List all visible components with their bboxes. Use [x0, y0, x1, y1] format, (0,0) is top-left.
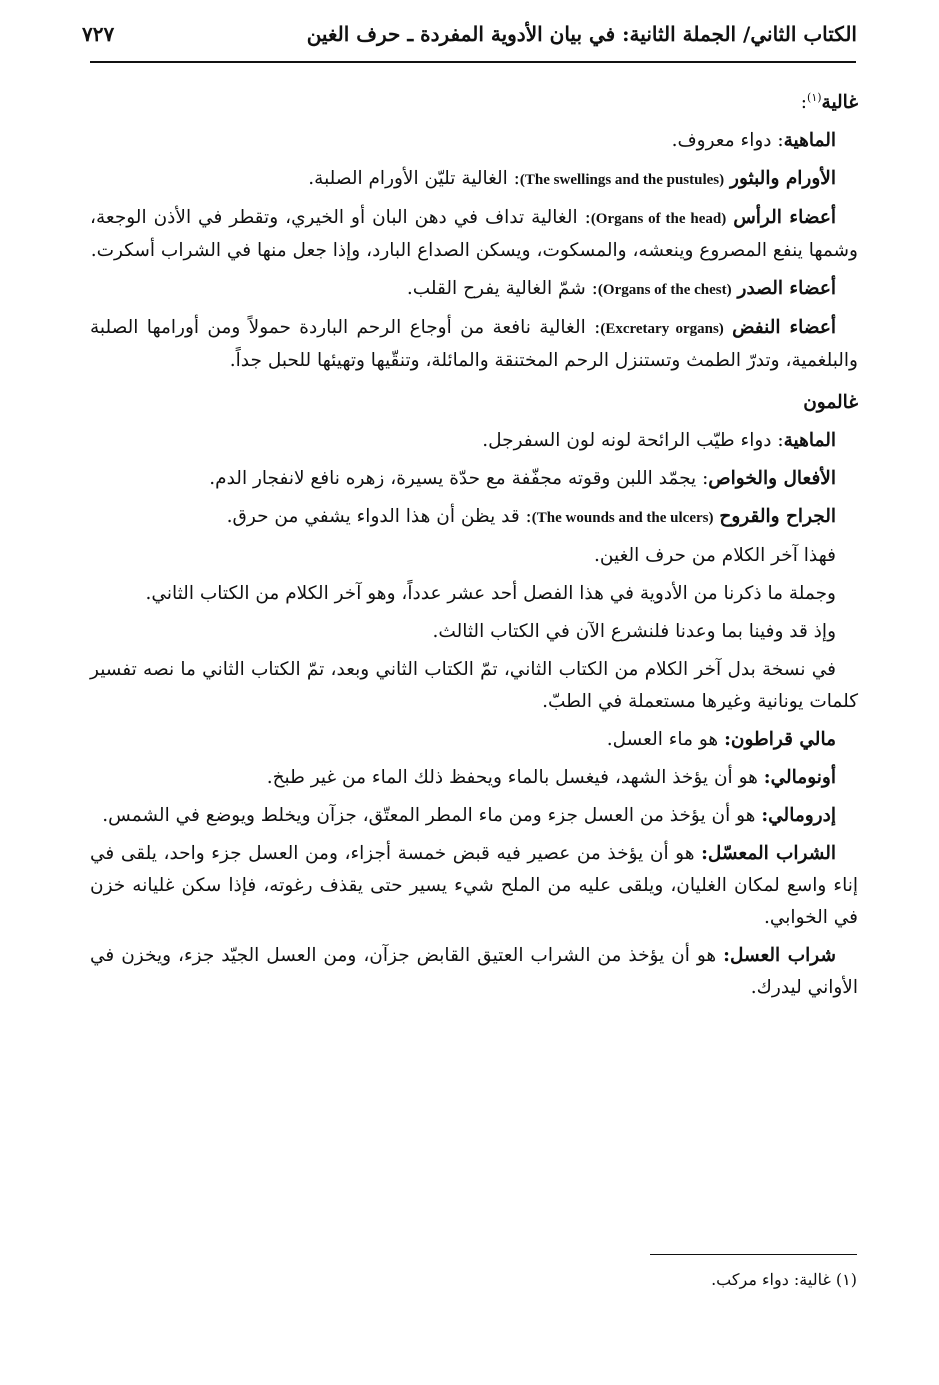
glossary-definition: هو أن يؤخذ من العسل جزء ومن ماء المطر المعتّق، جزآن ويخلط ويوضع في الشمس. [102, 805, 756, 827]
ghalimun-afal [90, 463, 858, 495]
entry-title-colon: : [800, 92, 808, 114]
english-gloss: (Organs of the chest) [597, 282, 732, 299]
glossary-definition: هو أن يؤخذ الشهد، فيغسل بالماء ويحفظ ذلك الماء من غير طبخ. [266, 767, 758, 789]
glossary-definition: هو أن يؤخذ من الشراب العتيق القابض جزآن، ومن العسل الجيّد جزء، ويخزن في الأواني ليدرك. [90, 945, 858, 999]
section-label: الجراح والقروح [719, 506, 836, 528]
entry-title-ghalimun [90, 387, 858, 419]
glossary-term: مالي قراطون: [724, 729, 836, 751]
closing-paragraph: في نسخة بدل آخر الكلام من الكتاب الثاني، تمّ الكتاب الثاني وبعد، تمّ الكتاب الثاني ما نصه تفسير كلمات يونانية وغيرها مستعملة في الطبّ. [90, 659, 858, 713]
ghaliya-sadr [90, 273, 858, 306]
section-text: : الغالية نافعة من أوجاع الرحم الباردة حمولاً ومن أورامها الصلبة والبلغمية، وتدرّ الطمث وتستنزل الرحم المختنقة والمائلة، وتنقّيها وتهيئها للحبل جداً. [90, 317, 858, 372]
section-label: الماهية [783, 430, 836, 452]
glossary-term: إدرومالي: [761, 805, 836, 827]
page-header [82, 14, 857, 58]
ghaliya-mahiya [90, 125, 858, 157]
ghalimun-mahiya [90, 425, 858, 457]
glossary-definition: هو ماء العسل. [606, 729, 719, 751]
section-text: : دواء طيّب الرائحة لونه لون السفرجل. [482, 430, 784, 452]
page-body [90, 72, 858, 1010]
page-number: ٧٢٧ [82, 22, 115, 46]
glossary-term: الشراب المعسّل: [701, 843, 837, 865]
section-label: أعضاء النفض [732, 317, 836, 339]
glossary-item [90, 838, 858, 934]
section-text: : يجمّد اللبن وقوته مجفّفة مع حدّة يسيرة، زهره نافع لانفجار الدم. [209, 468, 709, 490]
entry-title-ghaliya [90, 82, 858, 119]
glossary-term: شراب العسل: [723, 945, 836, 967]
english-gloss: (The swellings and the pustules) [519, 172, 725, 189]
glossary-item [90, 762, 858, 794]
english-gloss: (Excretary organs) [600, 321, 724, 338]
english-gloss: (Organs of the head) [590, 211, 727, 228]
glossary-item [90, 724, 858, 756]
section-text: : قد يظن أن هذا الدواء يشفي من حرق. [226, 506, 532, 528]
ghaliya-awram [90, 163, 858, 196]
section-text: : الغالية تداف في دهن البان أو الخيري، وتقطر في الأذن الوجعة، وشمها ينفع المصروع وينعشه، والمسكوت، ويسكن الصداع البارد، وإذا جعل منها في الشراب أسكرت. [90, 207, 858, 262]
english-gloss: (The wounds and the ulcers) [531, 510, 714, 527]
entry-title: غالمون [803, 392, 858, 414]
entry-title: غالية [821, 92, 858, 114]
ghalimun-jirah [90, 501, 858, 534]
footnote [357, 1268, 857, 1292]
section-text: : الغالية تليّن الأورام الصلبة. [308, 168, 520, 190]
closing-paragraph: وإذ قد وفينا بما وعدنا فلنشرع الآن في الكتاب الثالث. [432, 621, 836, 643]
footnote-marker: (١) [835, 1270, 857, 1289]
glossary-item [90, 940, 858, 1004]
ghaliya-nafd [90, 312, 858, 377]
glossary-term: أونومالي: [763, 767, 836, 789]
ghaliya-ras [90, 202, 858, 267]
section-label: الماهية [783, 130, 836, 152]
closing-paragraph: فهذا آخر الكلام من حرف الغين. [594, 545, 836, 567]
section-label: الأفعال والخواص [708, 468, 836, 490]
glossary-item [90, 800, 858, 832]
closing-paragraph: وجملة ما ذكرنا من الأدوية في هذا الفصل أحد عشر عدداً، وهو آخر الكلام من الكتاب الثاني. [145, 583, 836, 605]
section-text: : دواء معروف. [671, 130, 784, 152]
section-text: : شمّ الغالية يفرح القلب. [406, 278, 598, 300]
footnote-rule [650, 1254, 857, 1255]
header-rule [90, 61, 856, 63]
section-label: أعضاء الصدر [737, 278, 836, 300]
glossary-definition: هو أن يؤخذ من عصير فيه قبض خمسة أجزاء، ومن العسل جزء واحد، يلقى في إناء واسع لمكان الغليان، ويلقى عليه من الملح شيء يسير حتى يقذف رغوته، فإذا سكن غليانه خزن في الخوابي. [90, 843, 858, 929]
running-title: الكتاب الثاني/ الجملة الثانية: في بيان الأدوية المفردة ـ حرف الغين [306, 22, 857, 46]
footnote-ref[interactable]: (١) [807, 91, 822, 104]
section-label: الأورام والبثور [730, 168, 836, 190]
section-label: أعضاء الرأس [733, 207, 836, 229]
footnote-text: غالية: دواء مركب. [711, 1270, 831, 1289]
